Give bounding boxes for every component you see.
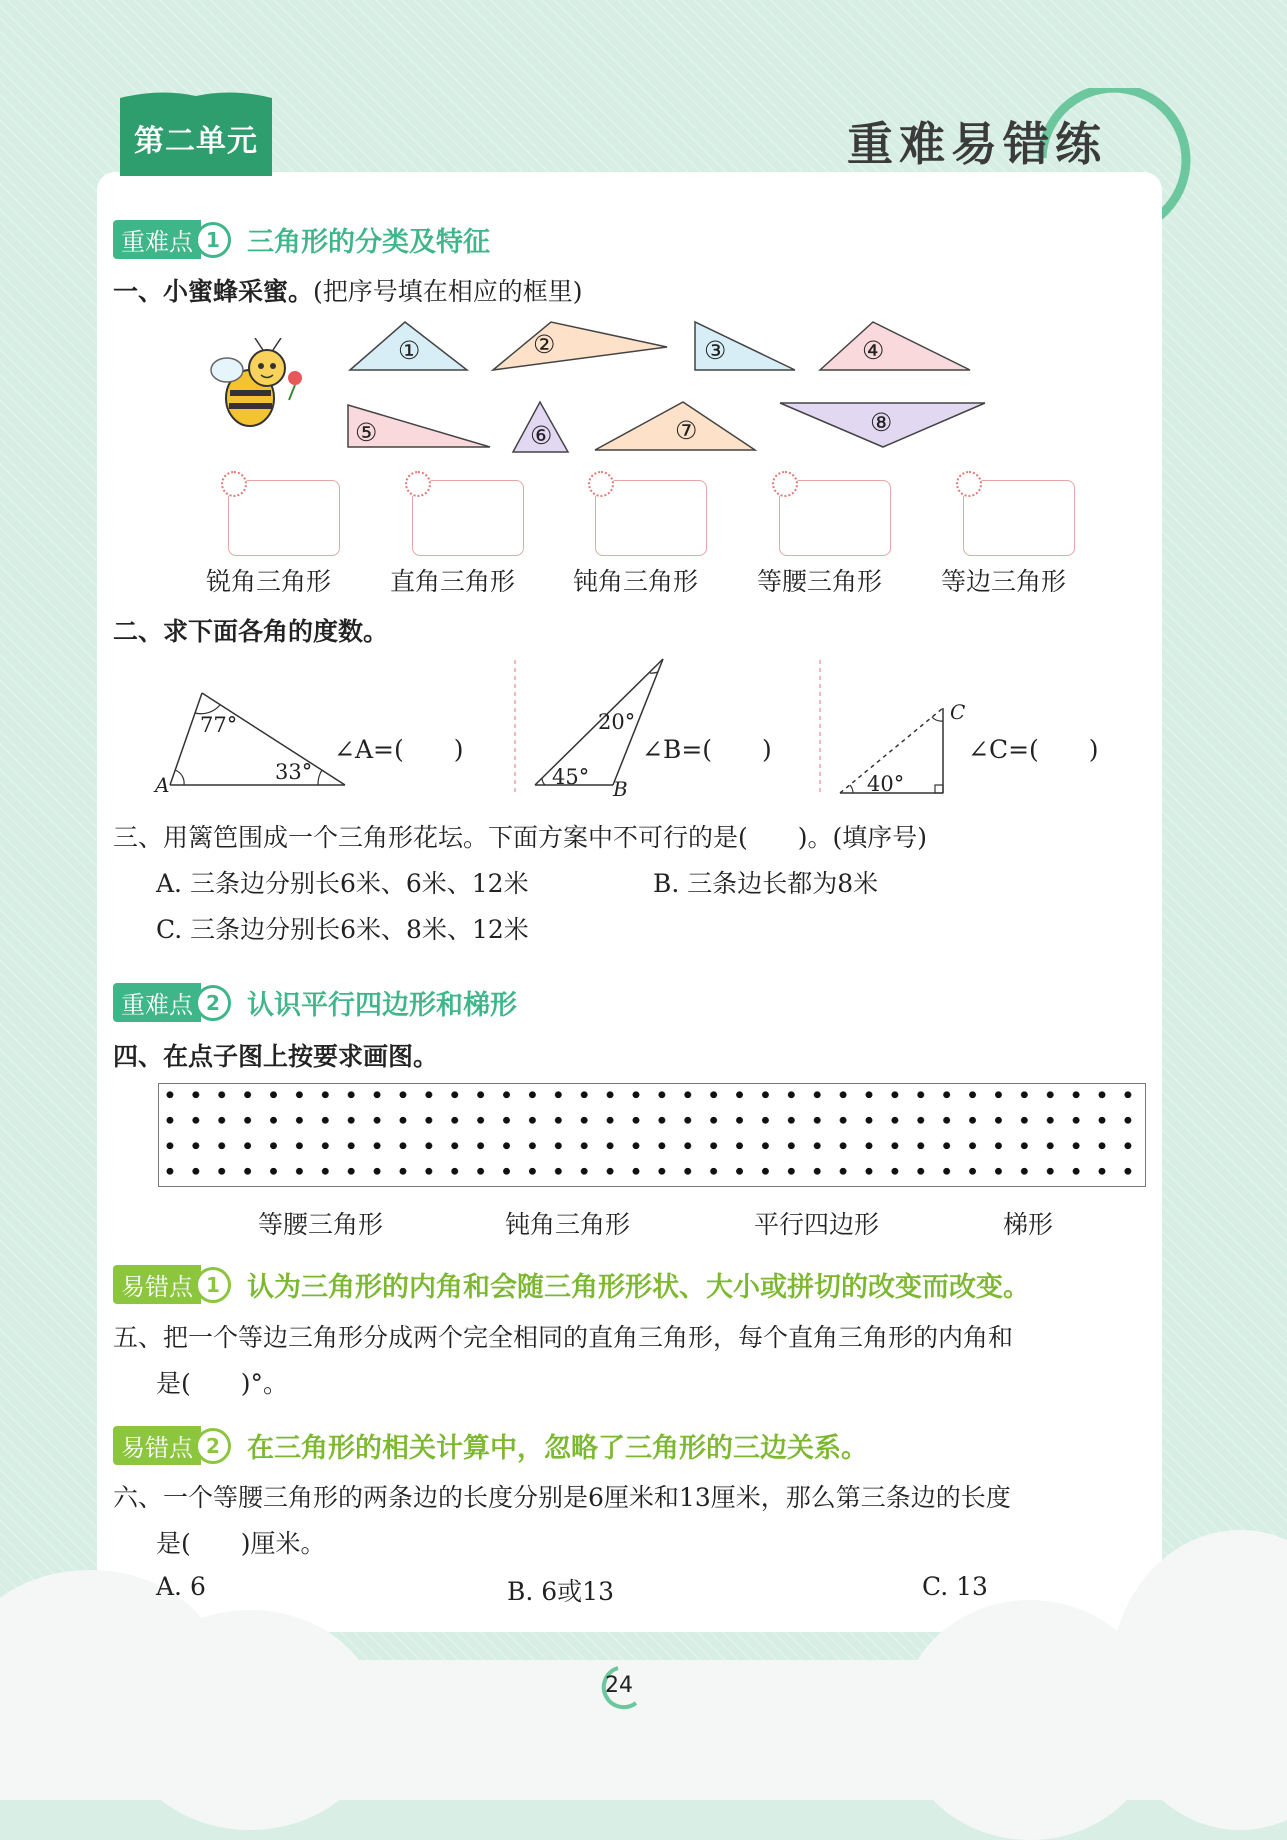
option-a: A. 6 bbox=[156, 1572, 206, 1601]
question-stem: 一、小蜜蜂采蜜。 bbox=[113, 277, 314, 306]
question-1 bbox=[113, 272, 583, 308]
question-6-line2[interactable]: 是( )厘米。 bbox=[156, 1529, 326, 1558]
angle-label: 40° bbox=[867, 772, 905, 796]
vertex-label: A bbox=[155, 773, 170, 797]
angle-answer-b[interactable]: ∠B=( ) bbox=[642, 735, 772, 764]
dot-grid[interactable] bbox=[158, 1083, 1146, 1187]
answer-box-right[interactable] bbox=[412, 480, 524, 556]
flower-icon bbox=[405, 471, 431, 497]
flower-icon bbox=[588, 471, 614, 497]
section-heading-4 bbox=[113, 1426, 868, 1465]
section-heading-3 bbox=[113, 1265, 1030, 1304]
section-badge: 易错点 bbox=[113, 1265, 201, 1304]
section-title: 在三角形的相关计算中，忽略了三角形的三边关系。 bbox=[247, 1433, 868, 1464]
angle-label: 45° bbox=[552, 765, 590, 789]
section-heading-2 bbox=[113, 983, 517, 1022]
category-label: 钝角三角形 bbox=[573, 567, 699, 596]
triangle-4 bbox=[820, 322, 970, 370]
option-c: C. 三条边分别长6米、8米、12米 bbox=[156, 915, 529, 944]
angle-label: 77° bbox=[200, 713, 238, 737]
section-badge: 重难点 bbox=[113, 983, 201, 1022]
answer-box-isosceles[interactable] bbox=[779, 480, 891, 556]
section-title: 认为三角形的内角和会随三角形形状、大小或拼切的改变而改变。 bbox=[247, 1272, 1030, 1303]
triangle-5-label: ⑤ bbox=[355, 418, 378, 447]
answer-box-acute[interactable] bbox=[228, 480, 340, 556]
unit-tag bbox=[120, 88, 272, 176]
angle-label: 33° bbox=[275, 760, 313, 784]
vertex-label: B bbox=[613, 777, 628, 801]
section-number: 1 bbox=[195, 222, 231, 258]
section-badge: 易错点 bbox=[113, 1426, 201, 1465]
question-2: 二、求下面各角的度数。 bbox=[113, 617, 389, 646]
category-label: 锐角三角形 bbox=[206, 567, 332, 596]
draw-label: 钝角三角形 bbox=[505, 1210, 631, 1239]
triangle-2 bbox=[493, 322, 667, 370]
category-label: 等腰三角形 bbox=[757, 567, 883, 596]
angle-answer-a[interactable]: ∠A=( ) bbox=[334, 735, 464, 764]
bee-illustration bbox=[205, 338, 310, 438]
draw-label: 等腰三角形 bbox=[258, 1210, 384, 1239]
triangle-6-label: ⑥ bbox=[530, 421, 553, 450]
section-number: 2 bbox=[195, 1428, 231, 1464]
angle-label: 20° bbox=[598, 710, 636, 734]
section-badge: 重难点 bbox=[113, 220, 201, 259]
triangle-figures bbox=[330, 310, 1010, 460]
triangle-1-label: ① bbox=[398, 336, 421, 365]
category-label: 直角三角形 bbox=[390, 567, 516, 596]
triangle-4-label: ④ bbox=[862, 336, 885, 365]
question-6-line1: 六、一个等腰三角形的两条边的长度分别是6厘米和13厘米，那么第三条边的长度 bbox=[113, 1483, 1011, 1512]
question-4: 四、在点子图上按要求画图。 bbox=[113, 1042, 439, 1071]
flower-icon bbox=[221, 471, 247, 497]
section-number: 1 bbox=[195, 1267, 231, 1303]
page-number: 24 bbox=[605, 1673, 633, 1698]
flower-icon bbox=[956, 471, 982, 497]
category-label: 等边三角形 bbox=[941, 567, 1067, 596]
section-title: 三角形的分类及特征 bbox=[247, 227, 490, 258]
question-note: (把序号填在相应的框里) bbox=[313, 277, 583, 306]
answer-box-equilateral[interactable] bbox=[963, 480, 1075, 556]
option-c: C. 13 bbox=[922, 1572, 988, 1601]
triangle-2-label: ② bbox=[533, 330, 556, 359]
option-b: B. 6或13 bbox=[507, 1577, 614, 1606]
page-title: 重难易错练 bbox=[847, 117, 1107, 171]
question-3: 三、用篱笆围成一个三角形花坛。下面方案中不可行的是( )。(填序号) bbox=[113, 823, 928, 852]
draw-label: 梯形 bbox=[1003, 1210, 1054, 1239]
vertex-label: C bbox=[950, 700, 966, 724]
angle-answer-c[interactable]: ∠C=( ) bbox=[968, 735, 1099, 764]
section-title: 认识平行四边形和梯形 bbox=[247, 990, 517, 1021]
triangle-8-label: ⑧ bbox=[870, 408, 893, 437]
option-b: B. 三条边长都为8米 bbox=[653, 869, 879, 898]
flower-icon bbox=[772, 471, 798, 497]
answer-box-obtuse[interactable] bbox=[595, 480, 707, 556]
question-5-line1: 五、把一个等边三角形分成两个完全相同的直角三角形，每个直角三角形的内角和 bbox=[113, 1323, 1014, 1352]
draw-label: 平行四边形 bbox=[754, 1210, 880, 1239]
section-number: 2 bbox=[195, 985, 231, 1021]
option-a: A. 三条边分别长6米、6米、12米 bbox=[156, 869, 529, 898]
triangle-7-label: ⑦ bbox=[675, 416, 698, 445]
section-heading-1 bbox=[113, 220, 490, 259]
triangle-3-label: ③ bbox=[704, 336, 727, 365]
question-5-line2[interactable]: 是( )°。 bbox=[156, 1369, 289, 1398]
unit-label: 第二单元 bbox=[134, 124, 258, 159]
